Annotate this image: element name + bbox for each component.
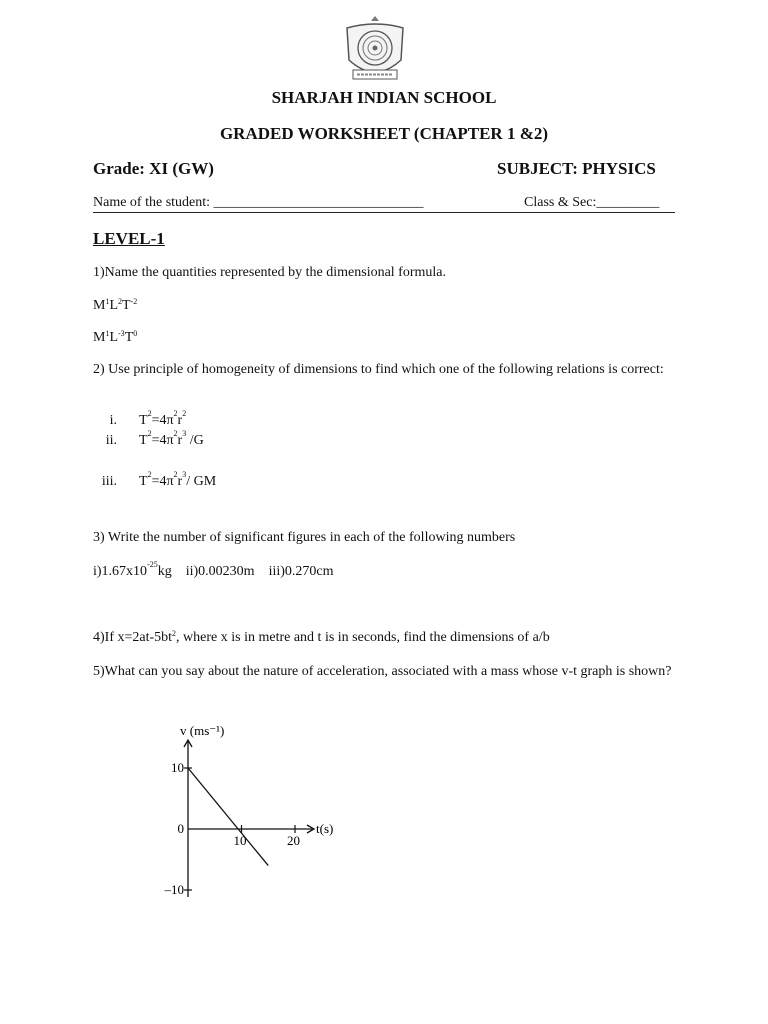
- question-3: 3) Write the number of significant figures in each of the following numbers: [93, 530, 516, 545]
- y-tick-label: 0: [177, 821, 184, 836]
- relation-ii: $T^2=4\pi^2r^3$ /G: [139, 429, 204, 448]
- question-2: 2) Use principle of homogeneity of dimensions to find which one of the following relations is correct:: [93, 362, 664, 377]
- level-heading: LEVEL-1: [93, 229, 165, 248]
- dimensional-formula-2: $M^1L^{-3}T^0$: [93, 329, 138, 345]
- x-axis-label: t(s): [316, 821, 334, 836]
- relation-iii: $T^2=4\pi^2r^3/$ GM: [139, 470, 217, 489]
- option-iii-marker: iii.: [101, 474, 117, 489]
- subject-label: SUBJECT: PHYSICS: [497, 159, 656, 178]
- relation-i: $T^2=4\pi^2r^2$: [139, 409, 187, 428]
- x-tick-label: 10: [233, 833, 247, 848]
- significant-figures-numbers: [93, 560, 334, 580]
- class-sec-field: Class & Sec:_________: [524, 195, 660, 210]
- student-name-field: Name of the student: ______________________________: [93, 195, 424, 210]
- grade-label: Grade: XI (GW): [93, 159, 214, 178]
- x-tick-label: 20: [287, 833, 300, 848]
- dimensional-formula-1: $M^1L^2T^{-2}$: [93, 297, 138, 313]
- velocity-line: [188, 768, 268, 866]
- y-tick-label: –10: [164, 882, 184, 897]
- option-ii-marker: ii.: [105, 433, 117, 448]
- number-iii: iii)0.270cm: [268, 564, 334, 579]
- question-4: 4)If $x=2at-5bt^2$, where x is in metre and t is in seconds, find the dimensions of a/b: [93, 629, 550, 645]
- question-1: 1)Name the quantities represented by the dimensional formula.: [93, 265, 447, 280]
- vt-graph: [150, 715, 350, 905]
- school-logo: [341, 14, 409, 84]
- school-name: SHARJAH INDIAN SCHOOL: [271, 88, 497, 107]
- option-i-marker: i.: [109, 413, 117, 428]
- worksheet-title: GRADED WORKSHEET (CHAPTER 1 &2): [219, 124, 549, 143]
- y-tick-label: 10: [171, 760, 184, 775]
- question-5: 5)What can you say about the nature of acceleration, associated with a mass whose v-t graph is shown?: [93, 664, 672, 679]
- number-ii: ii)0.00230m: [185, 564, 255, 579]
- y-axis-label: v (ms⁻¹): [180, 723, 225, 738]
- header-rule: [93, 212, 675, 213]
- number-i: $i)1.67x10^{-25}kg$: [93, 560, 172, 579]
